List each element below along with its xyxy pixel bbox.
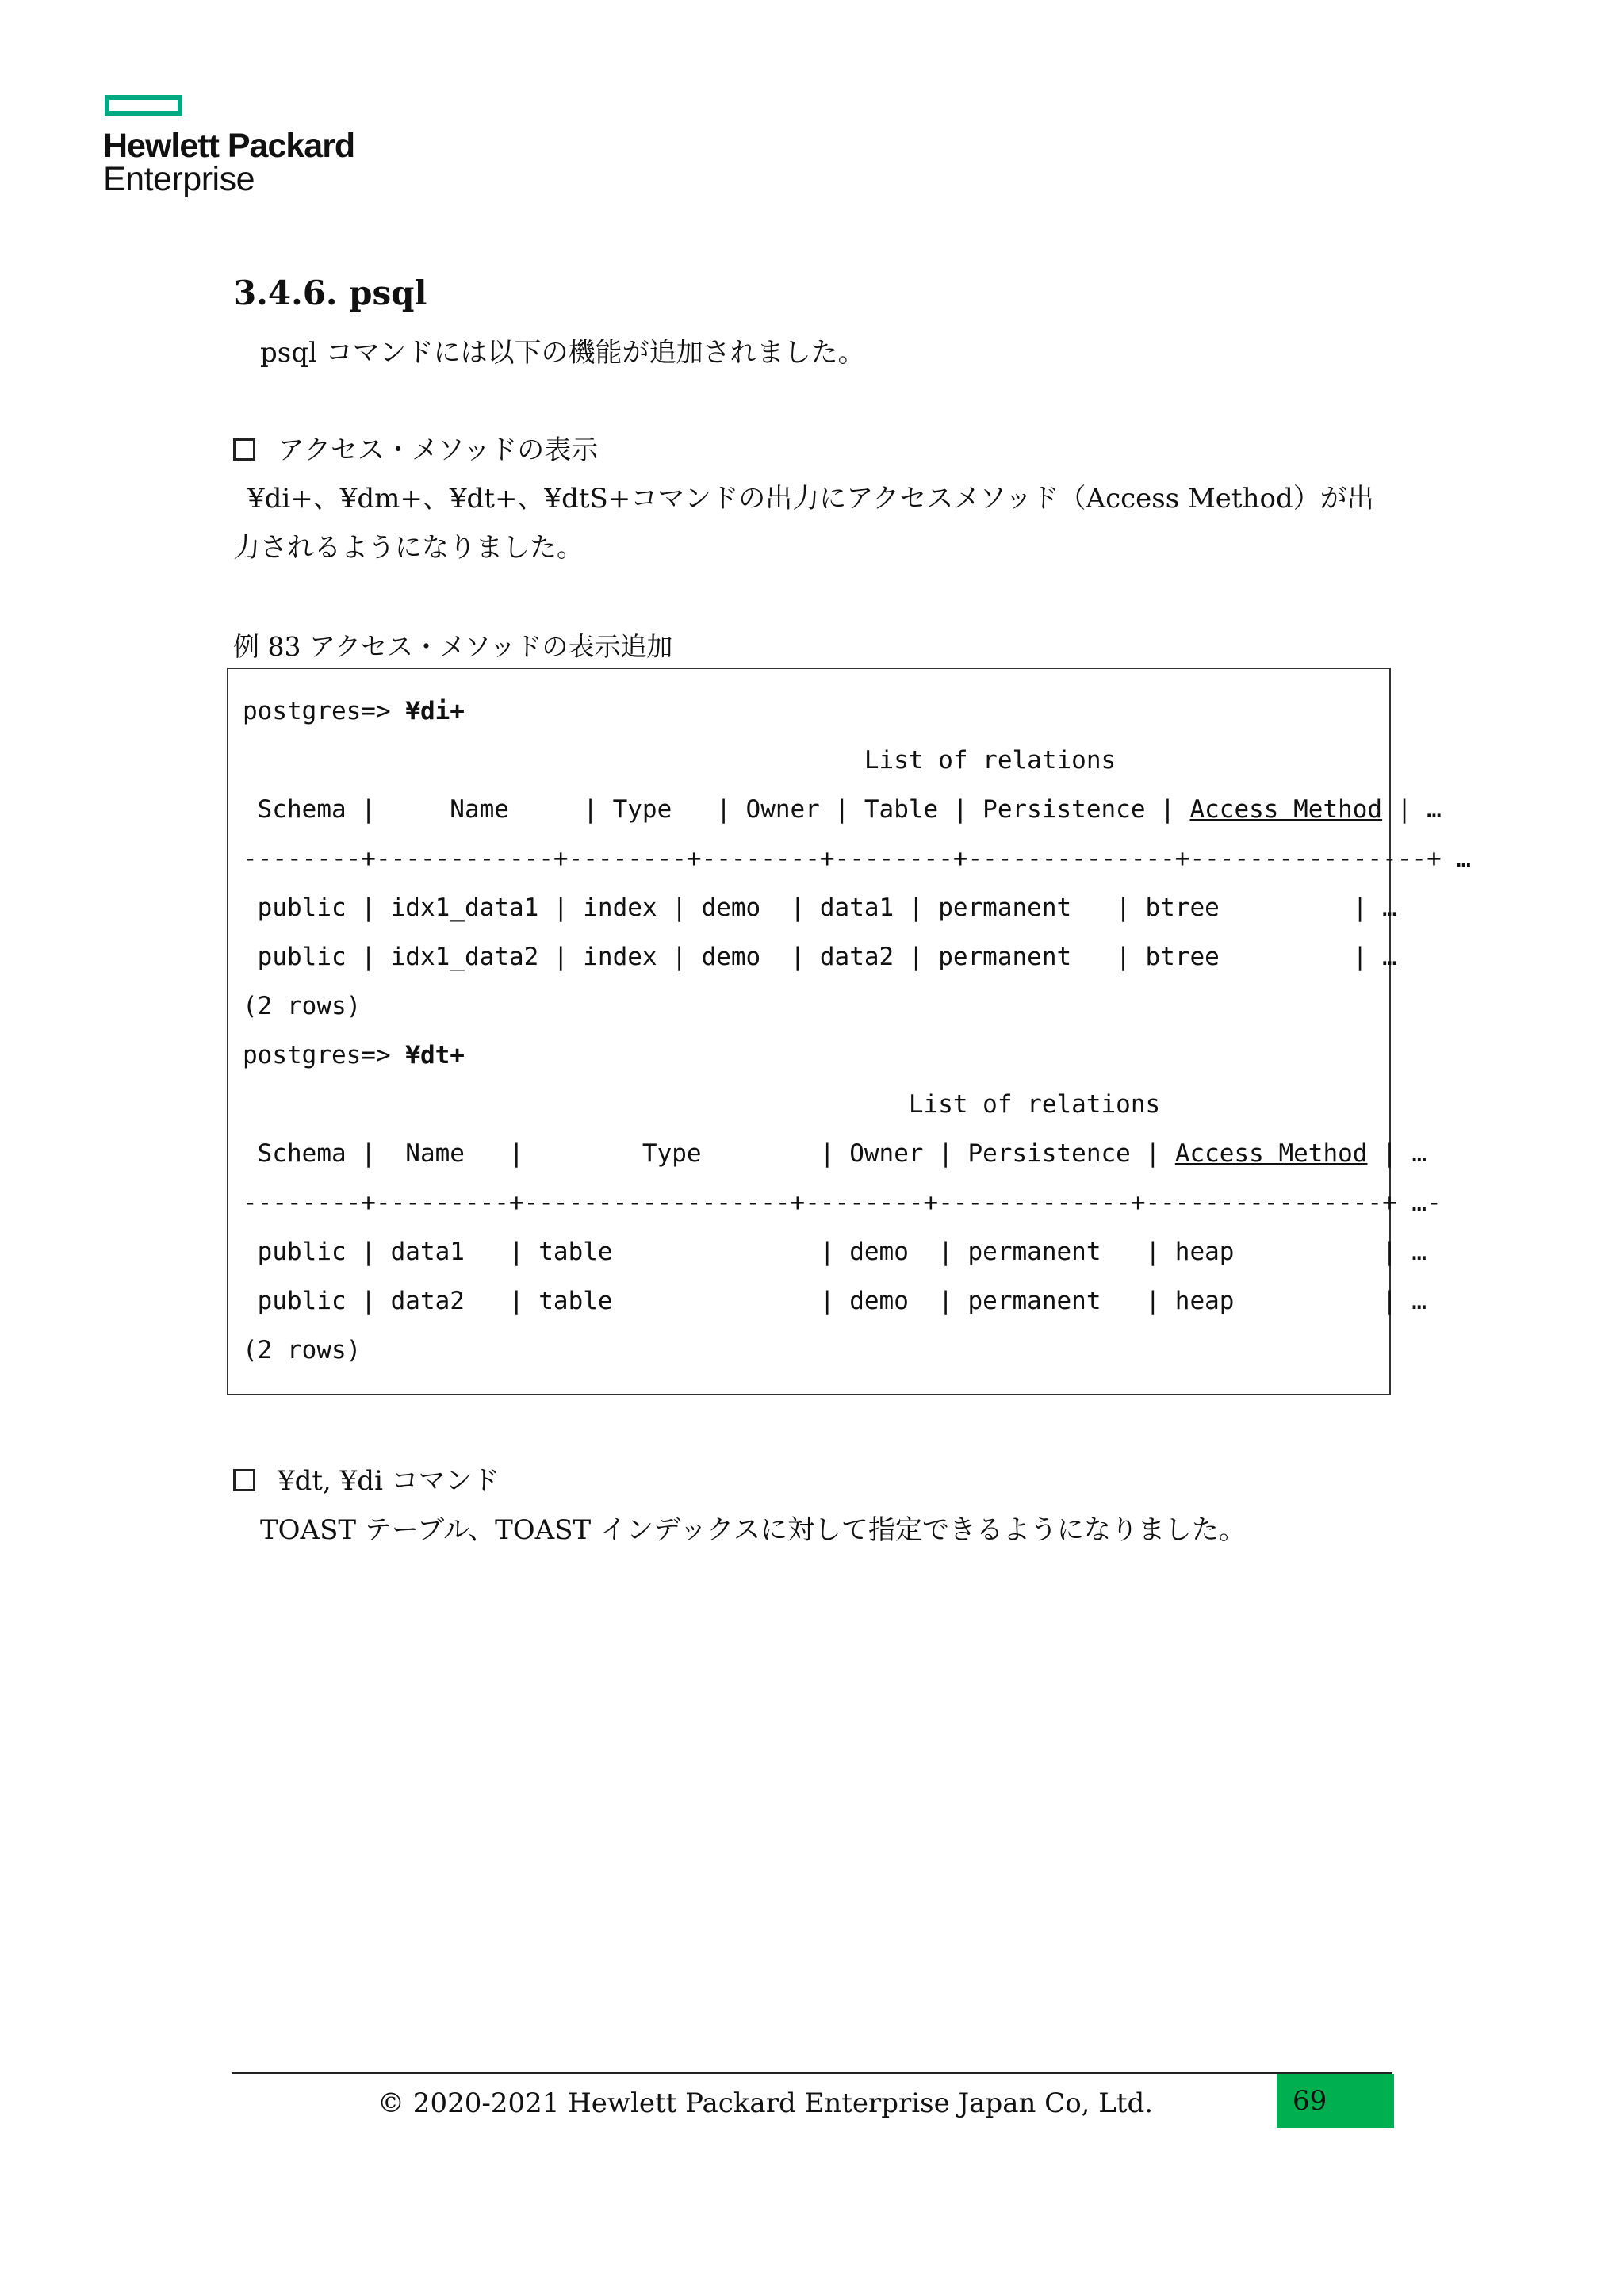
- table-separator: --------+---------+------------------+--------+-------------+----------------+ …-: [243, 1188, 1442, 1217]
- code-block: [243, 687, 1471, 1375]
- page-number-badge: 69: [1277, 2074, 1394, 2128]
- bullet-item-toast: [233, 1456, 500, 1506]
- bullet-item-access-method: [233, 426, 598, 475]
- row-count: (2 rows): [243, 1336, 362, 1364]
- table-header-end: | …: [1367, 1139, 1427, 1168]
- access-method-header: Access Method: [1189, 795, 1383, 824]
- item1-body-line2: 力されるようになりました。: [233, 532, 584, 564]
- table-header: Schema | Name | Type | Owner | Table | Persistence |: [243, 795, 1190, 824]
- checkbox-bullet-icon: [233, 1469, 255, 1491]
- section-heading: 3.4.6. psql: [233, 274, 427, 312]
- code-example-box: [227, 668, 1472, 1395]
- prompt: postgres=>: [243, 1041, 406, 1070]
- bullet-title: アクセス・メソッドの表示: [278, 434, 599, 466]
- footer-copyright: © 2020-2021 Hewlett Packard Enterprise Japan Co, Ltd.: [377, 2087, 1154, 2119]
- section-intro: psql コマンドには以下の機能が追加されました。: [260, 337, 865, 369]
- table-row: public | idx1_data2 | index | demo | data2 | permanent | btree | …: [243, 943, 1397, 971]
- access-method-header: Access Method: [1174, 1139, 1368, 1168]
- table-row: public | idx1_data1 | index | demo | data1 | permanent | btree | …: [243, 894, 1397, 922]
- hpe-logo-bar-icon: [105, 95, 182, 116]
- table-separator: --------+------------+--------+--------+--------+--------------+----------------+ …: [243, 844, 1472, 873]
- bullet-title: ¥dt, ¥di コマンド: [278, 1465, 500, 1497]
- relations-title: List of relations: [243, 746, 1116, 775]
- command: ¥dt+: [405, 1041, 465, 1070]
- footer-divider: [232, 2072, 1392, 2074]
- table-header: Schema | Name | Type | Owner | Persistence |: [243, 1139, 1175, 1168]
- table-row: public | data2 | table | demo | permanent | heap | …: [243, 1287, 1427, 1315]
- logo-text-line2: Enterprise: [103, 160, 255, 198]
- item1-body-line1: ¥di+、¥dm+、¥dt+、¥dtS+コマンドの出力にアクセスメソッド（Access Method）が出: [247, 483, 1374, 515]
- prompt: postgres=>: [243, 697, 406, 725]
- item2-body: TOAST テーブル、TOAST インデックスに対して指定できるようになりました。: [260, 1514, 1246, 1546]
- command: ¥di+: [405, 697, 465, 725]
- row-count: (2 rows): [243, 992, 362, 1020]
- example-caption: 例 83 アクセス・メソッドの表示追加: [233, 631, 673, 662]
- table-header-end: | …: [1382, 795, 1442, 824]
- checkbox-bullet-icon: [233, 438, 255, 461]
- table-row: public | data1 | table | demo | permanent | heap | …: [243, 1238, 1427, 1266]
- relations-title: List of relations: [243, 1090, 1161, 1119]
- logo-text-line1: Hewlett Packard: [103, 127, 355, 165]
